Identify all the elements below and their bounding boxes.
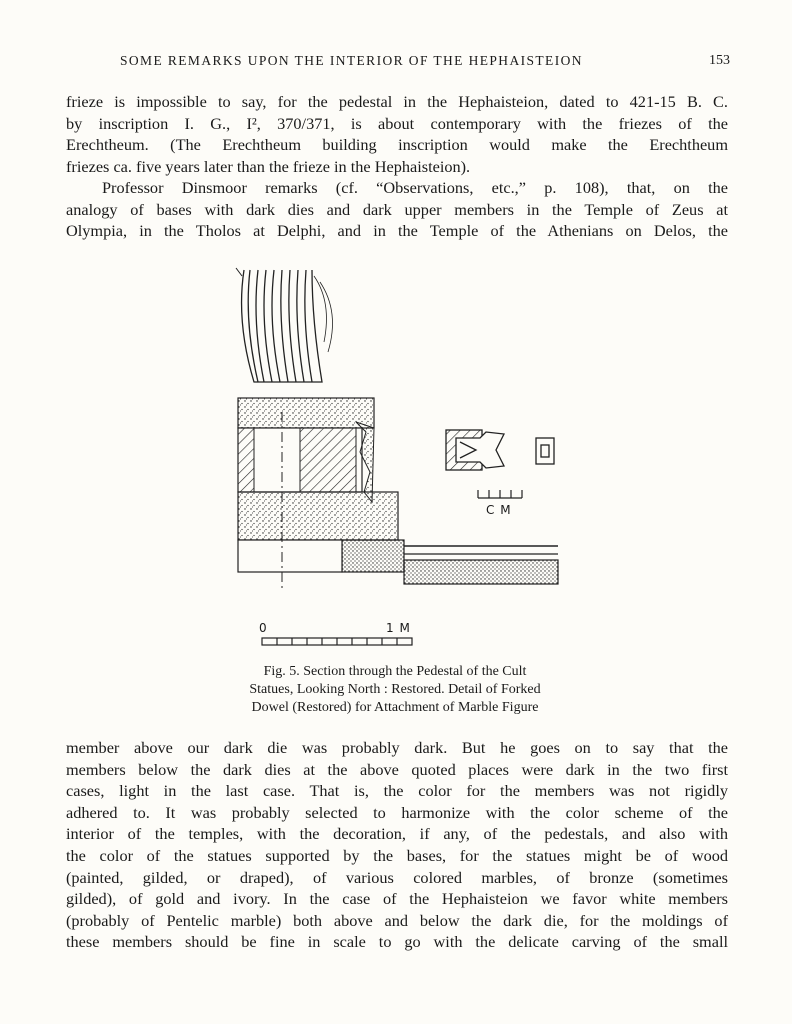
- paragraph-2: [66, 177, 728, 242]
- text-line: the color of the statues supported by the bases, for the statues might be of wood: [66, 845, 728, 865]
- forked-dowel-detail: [446, 430, 554, 470]
- scale-start-label: 0: [259, 621, 268, 635]
- caption-line: Dowel (Restored) for Attachment of Marble Figure: [251, 700, 539, 715]
- text-line: Erechtheum. (The Erechtheum building inscription would make the Erechtheum: [66, 135, 728, 155]
- text-line: member above our dark die was probably dark. But he goes on to say that the: [66, 738, 728, 757]
- lower-member: [238, 492, 398, 540]
- figure-caption: [200, 663, 590, 717]
- text-line: Professor Dinsmoor remarks (cf. “Observations, etc.,” p. 108), that, on the: [102, 178, 728, 197]
- statue-drapery: [236, 268, 333, 382]
- paragraph-1: [66, 91, 728, 177]
- meter-scale-bar: [262, 638, 412, 645]
- text-line: gilded), of gold and ivory. In the case of the Hephaisteion we favor white members: [66, 889, 728, 909]
- caption-line: Fig. 5. Section through the Pedestal of the Cult: [263, 664, 527, 679]
- page-number: 153: [709, 53, 730, 68]
- text-line: (painted, gilded, or draped), of various colored marbles, of bronze (sometimes: [66, 867, 728, 887]
- text-line: cases, light in the last case. That is, the color for the members was not rigidly: [66, 781, 728, 801]
- cm-scale-label: C M: [486, 503, 512, 517]
- text-line: friezes ca. five years later than the frieze in the Hephaisteion).: [66, 156, 471, 176]
- text-line: frieze is impossible to say, for the pedestal in the Hephaisteion, dated to 421-15 B. C.: [66, 92, 728, 111]
- text-line: interior of the temples, with the decoration, if any, of the pedestals, and also with: [66, 824, 728, 844]
- running-head: SOME REMARKS UPON THE INTERIOR OF THE HEPHAISTEION: [120, 53, 583, 68]
- text-line: members below the dark dies at the above quoted places were dark in the two first: [66, 759, 728, 779]
- scale-end-label: 1 M: [386, 621, 411, 635]
- cm-scale: [478, 490, 522, 498]
- text-line: Olympia, in the Tholos at Delphi, and in the Temple of the Athenians on Delos, the: [66, 221, 728, 241]
- text-line: adhered to. It was probably selected to harmonize with the color scheme of the: [66, 802, 728, 822]
- caption-line: Statues, Looking North : Restored. Detail of Forked: [249, 682, 541, 697]
- floor-slab: [404, 560, 558, 584]
- upper-member: [238, 398, 374, 428]
- step: [342, 540, 404, 572]
- text-line: by inscription I. G., I², 370/371, is about contemporary with the friezes of the: [66, 113, 728, 133]
- text-line: (probably of Pentelic marble) both above and below the dark die, for the moldings of: [66, 910, 728, 930]
- text-line: analogy of bases with dark dies and dark upper members in the Temple of Zeus at: [66, 199, 728, 219]
- paragraph-3: [66, 737, 728, 953]
- pedestal-section-figure: [232, 262, 572, 662]
- text-line: these members should be fine in scale to go with the delicate carving of the small: [66, 932, 728, 952]
